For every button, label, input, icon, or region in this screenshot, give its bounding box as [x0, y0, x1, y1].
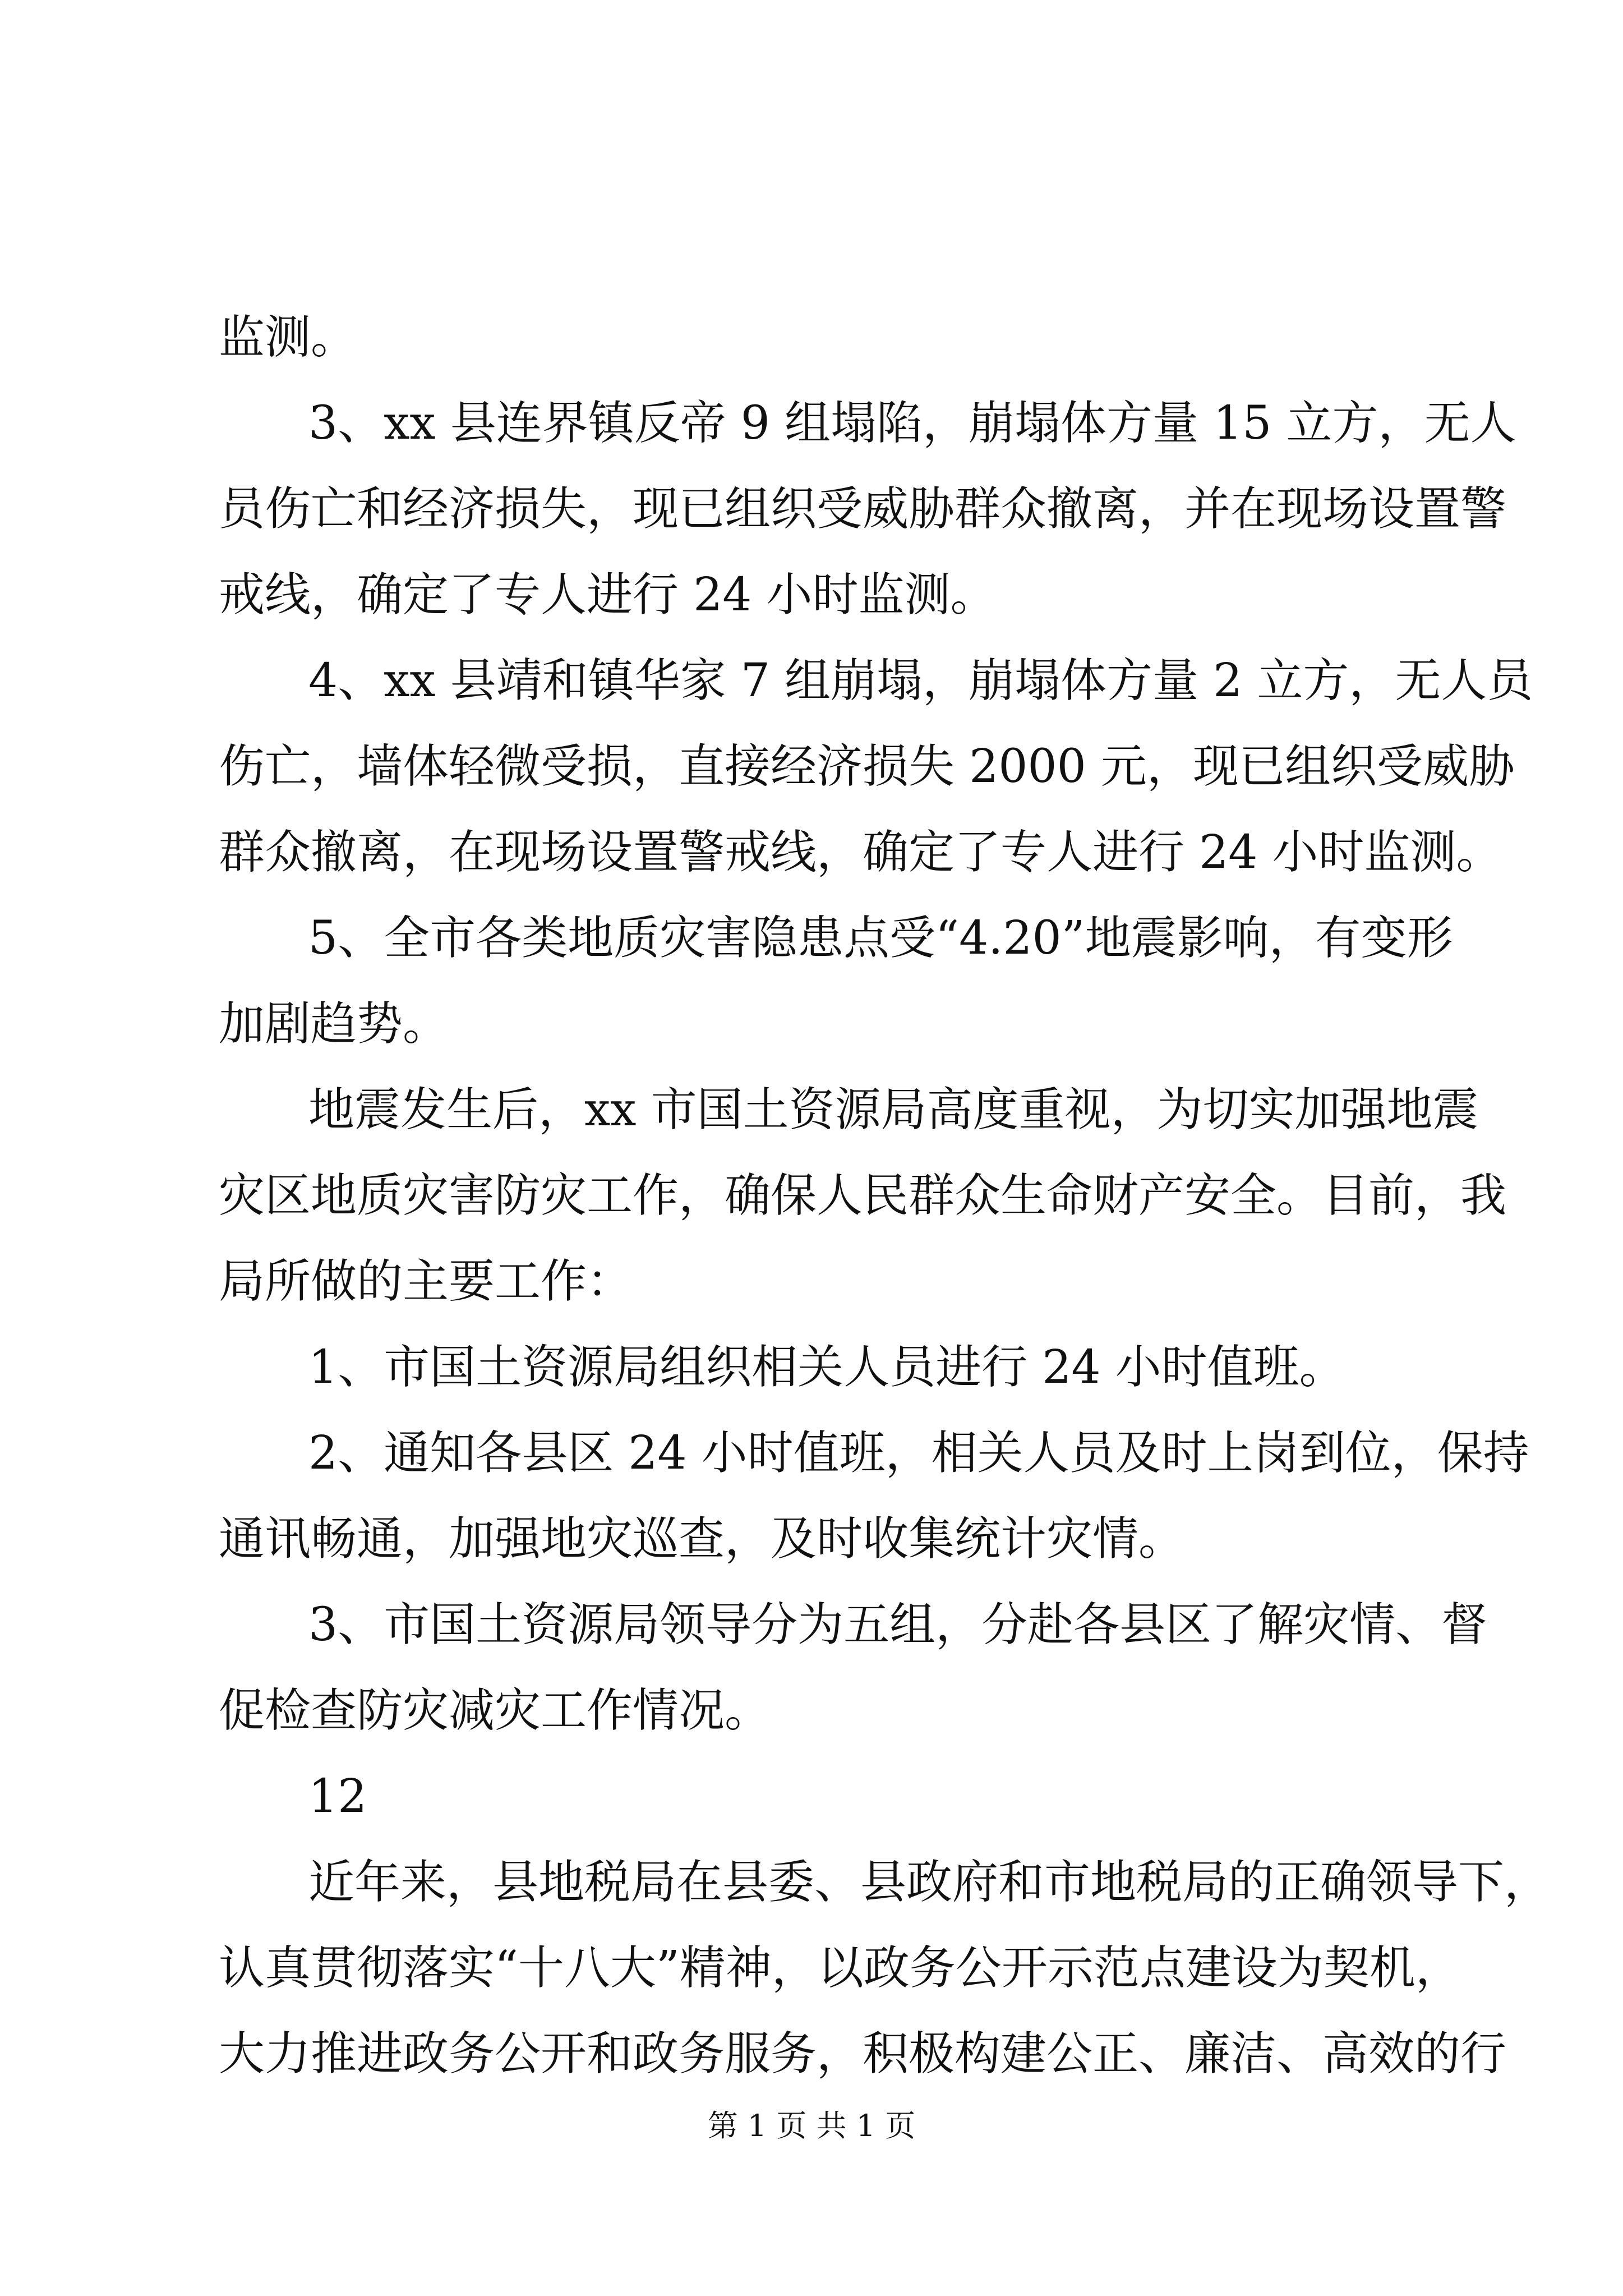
text-line: 群众撤离，在现场设置警戒线，确定了专人进行 24 小时监测。 — [219, 826, 1502, 879]
text-line: 地震发生后，xx 市国土资源局高度重视，为切实加强地震 — [308, 1083, 1479, 1137]
text-line: 员伤亡和经济损失，现已组织受威胁群众撤离，并在现场设置警 — [219, 482, 1507, 536]
text-line: 监测。 — [219, 311, 357, 364]
text-line: 2、通知各县区 24 小时值班，相关人员及时上岗到位，保持 — [308, 1427, 1529, 1480]
text-line: 近年来，县地税局在县委、县政府和市地税局的正确领导下， — [308, 1856, 1551, 1909]
text-line: 3、市国土资源局领导分为五组，分赴各县区了解灾情、督 — [308, 1598, 1488, 1651]
text-line: 通讯畅通，加强地灾巡查，及时收集统计灾情。 — [219, 1512, 1185, 1566]
text-line: 3、xx 县连界镇反帝 9 组塌陷，崩塌体方量 15 立方，无人 — [308, 397, 1516, 450]
text-line: 5、全市各类地质灾害隐患点受“4.20”地震影响，有变形 — [308, 912, 1453, 965]
text-line: 戒线，确定了专人进行 24 小时监测。 — [219, 568, 997, 622]
text-line: 促检查防灾减灾工作情况。 — [219, 1684, 771, 1737]
text-line: 大力推进政务公开和政务服务，积极构建公正、廉洁、高效的行 — [219, 2027, 1507, 2081]
page-footer: 第 1 页 共 1 页 — [707, 2108, 916, 2143]
text-line: 伤亡，墙体轻微受损，直接经济损失 2000 元，现已组织受威胁 — [219, 740, 1515, 793]
text-line: 灾区地质灾害防灾工作，确保人民群众生命财产安全。目前，我 — [219, 1169, 1507, 1222]
text-line: 12 — [308, 1770, 367, 1823]
text-line: 认真贯彻落实“十八大”精神，以政务公开示范点建设为契机， — [219, 1941, 1461, 1995]
text-line: 1、市国土资源局组织相关人员进行 24 小时值班。 — [308, 1341, 1345, 1394]
document-body — [219, 295, 1551, 2097]
text-line: 局所做的主要工作： — [219, 1255, 633, 1308]
text-line: 4、xx 县靖和镇华家 7 组崩塌，崩塌体方量 2 立方，无人员 — [308, 654, 1533, 707]
text-line: 加剧趋势。 — [219, 997, 449, 1051]
